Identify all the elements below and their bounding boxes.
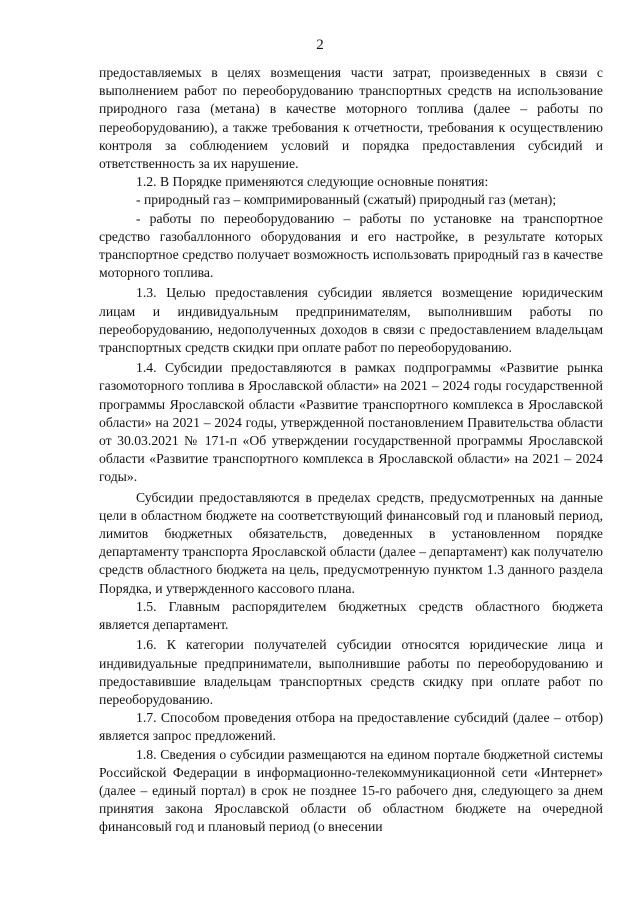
definition-natural-gas: - природный газ – компримированный (сжатый) природный газ (метан); xyxy=(136,192,557,208)
paragraph-1-8: 1.8. Сведения о субсидии размещаются на едином портале бюджетной системы Российской Федерации в информационно-телекоммуникационной сети «Интернет» (далее – единый портал) в срок не позднее 15-го рабочего дня, следующего за днем принятия закона Ярославской области об областном бюджете на очередной финансовый год и плановый период (о внесении xyxy=(99,746,603,835)
paragraph-1-6: 1.6. К категории получателей субсидии относятся юридические лица и индивидуальные предприниматели, выполнившие работы по переоборудованию и предоставившие владельцам транспортных средств скидку при оплате работ по переоборудованию. xyxy=(99,637,603,707)
paragraph-1-1-continuation: предоставляемых в целях возмещения части затрат, произведенных в связи с выполнением работ по переоборудованию транспортных средств на использование природного газа (метана) в качестве моторного топлива (далее – работы по переоборудованию), а также требования к отчетности, требования к осуществлению контроля за соблюдением условий и порядка предоставления субсидий и ответственность за их нарушение. xyxy=(99,65,603,172)
document-body xyxy=(99,64,603,837)
paragraph-1-5: 1.5. Главным распорядителем бюджетных средств областного бюджета является департамент. xyxy=(99,598,603,633)
paragraph-1-2: 1.2. В Порядке применяются следующие основные понятия: xyxy=(136,174,489,190)
page-number: 2 xyxy=(316,37,324,53)
paragraph-1-4: 1.4. Субсидии предоставляются в рамках подпрограммы «Развитие рынка газомоторного топлива в Ярославской области» на 2021 – 2024 годы государственной программы Ярославской области «Развитие транспортного комплекса в Ярославской области» на 2021 – 2024 годы, утвержденной постановлением Правительства области от 30.03.2021 № 171-п «Об утверждении государственной программы Ярославской области «Развитие транспортного комплекса в Ярославской области» на 2021 – 2024 годы». xyxy=(99,360,603,485)
paragraph-1-7: 1.7. Способом проведения отбора на предоставление субсидий (далее – отбор) является запрос предложений. xyxy=(99,710,603,744)
definition-conversion-works: - работы по переоборудованию – работы по установке на транспортное средство газобаллонного оборудования и его настройке, в результате которых транспортное средство получает возможность использовать природный газ в качестве моторного топлива. xyxy=(99,210,603,281)
paragraph-1-3: 1.3. Целью предоставления субсидии является возмещение юридическим лицам и индивидуальным предпринимателям, выполнившим работы по переоборудованию, недополученных доходов в связи с предоставлением владельцам транспортных средств скидки при оплате работ по переоборудованию. xyxy=(99,285,603,356)
paragraph-subsidy-limits: Субсидии предоставляются в пределах средств, предусмотренных на данные цели в областном бюджете на соответствующий финансовый год и плановый период, лимитов бюджетных обязательств, доведенных в установленном порядке департаменту транспорта Ярославской области (далее – департамент) как получателю средств областного бюджета на цель, предусмотренную пунктом 1.3 данного раздела Порядка, и утвержденного кассового плана. xyxy=(99,489,603,596)
